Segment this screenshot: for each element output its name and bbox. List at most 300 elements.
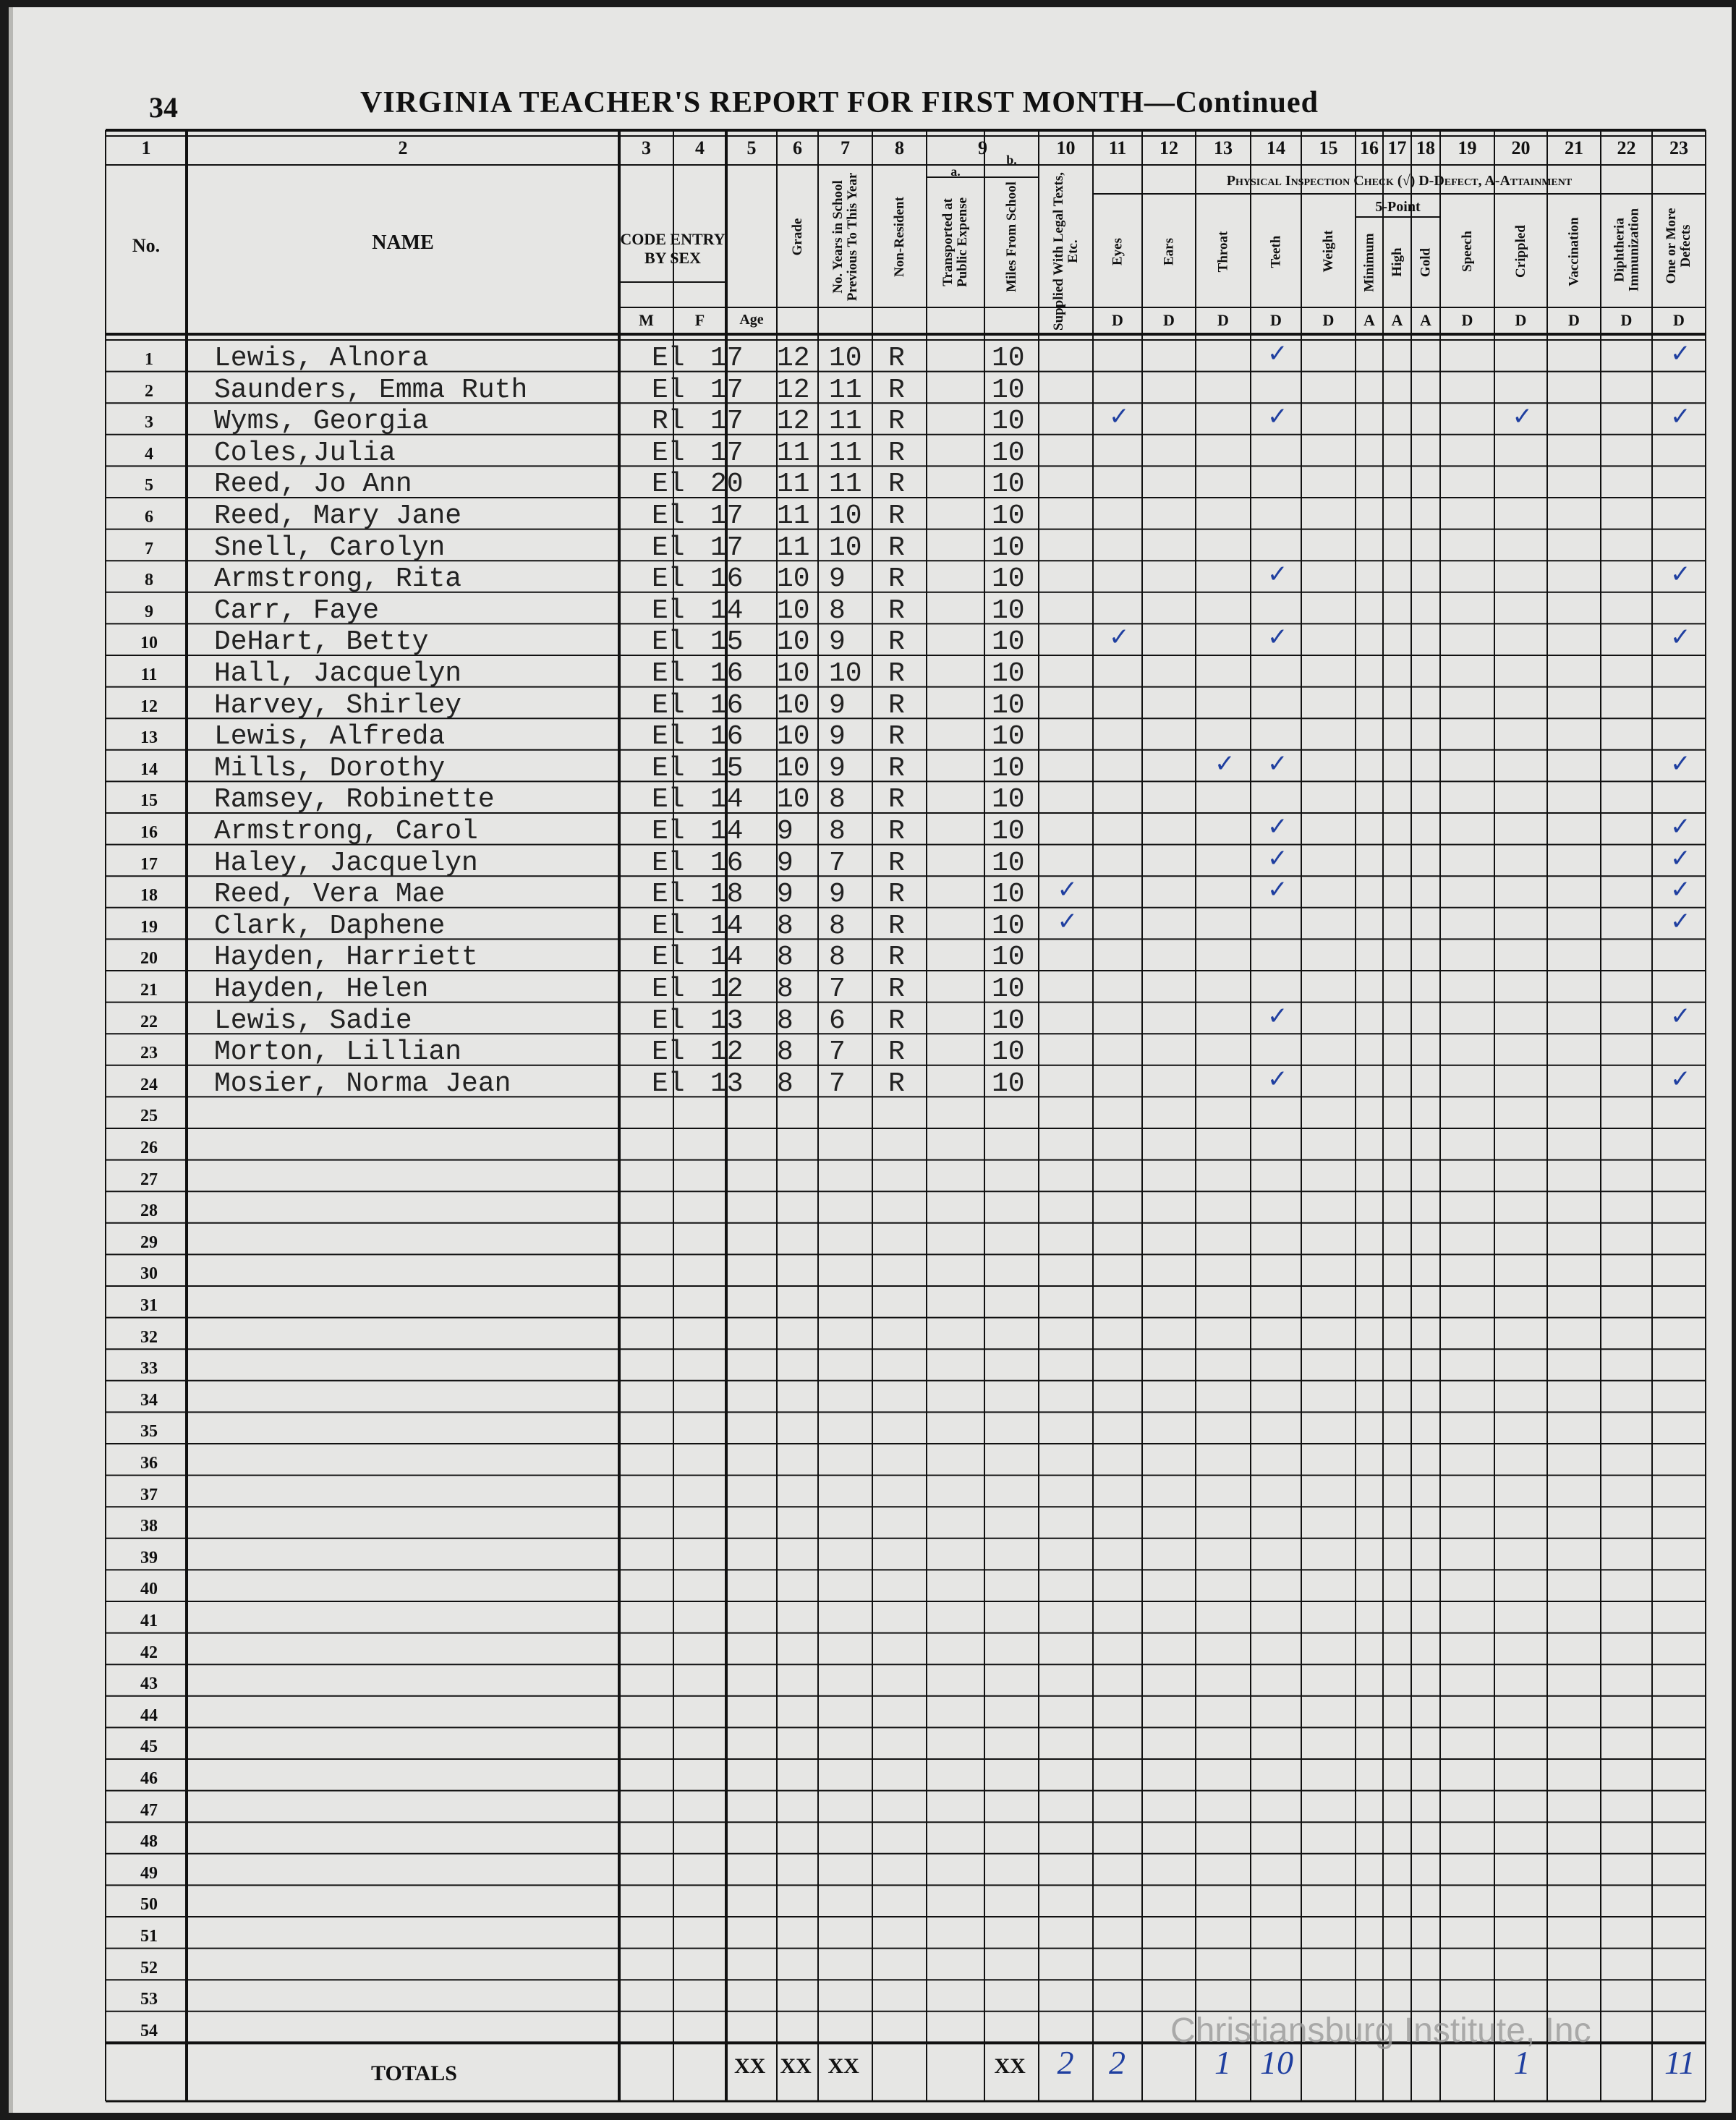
check-mark: ✓ xyxy=(1267,843,1288,873)
code-entry: El xyxy=(652,974,685,1005)
years-value: 8 xyxy=(829,816,846,847)
code-letter: D xyxy=(1515,311,1527,329)
miles-value: 10 xyxy=(992,532,1025,563)
row-number: 32 xyxy=(140,1327,158,1347)
column-number: 11 xyxy=(1108,137,1127,158)
check-mark: ✓ xyxy=(1670,812,1691,841)
age-value: 15 xyxy=(710,752,744,784)
age-value: 14 xyxy=(710,595,744,626)
row-number: 37 xyxy=(140,1485,158,1504)
grade-value: 11 xyxy=(777,532,810,563)
non-resident-value: R xyxy=(888,721,905,753)
row-number: 4 xyxy=(145,444,153,464)
total-age: XX xyxy=(734,2054,766,2078)
non-resident-value: R xyxy=(888,406,905,438)
check-mark: ✓ xyxy=(1057,875,1078,905)
student-name: Mosier, Norma Jean xyxy=(214,1068,511,1099)
years-value: 7 xyxy=(829,974,846,1005)
check-mark: ✓ xyxy=(1109,402,1130,432)
non-resident-value: R xyxy=(888,1036,905,1068)
column-number: 22 xyxy=(1617,137,1636,158)
years-value: 10 xyxy=(829,532,862,563)
years-value: 11 xyxy=(829,406,862,438)
code-entry: El xyxy=(652,752,685,784)
code-letter: D xyxy=(1461,311,1473,329)
grade-value: 10 xyxy=(777,752,810,784)
age-value: 12 xyxy=(710,1036,744,1068)
student-name: Harvey, Shirley xyxy=(214,689,462,721)
non-resident-value: R xyxy=(888,563,905,595)
column-number: 8 xyxy=(895,137,904,158)
student-name: Saunders, Emma Ruth xyxy=(214,374,528,406)
row-number: 35 xyxy=(140,1422,158,1442)
column-number: 13 xyxy=(1214,137,1233,158)
check-mark: ✓ xyxy=(1670,906,1691,936)
column-number: 20 xyxy=(1511,137,1531,158)
sub-a-header: a. xyxy=(950,164,961,179)
row-number: 49 xyxy=(140,1863,158,1883)
minimum-header: Minimum xyxy=(1361,232,1377,292)
transported-header: Transported at Public Expense xyxy=(940,197,970,288)
miles-value: 10 xyxy=(992,374,1025,406)
row-number: 40 xyxy=(140,1580,158,1599)
code-entry: El xyxy=(652,689,685,721)
non-resident-value: R xyxy=(888,595,905,626)
age-value: 20 xyxy=(710,469,744,501)
row-number: 31 xyxy=(140,1296,158,1315)
miles-value: 10 xyxy=(992,563,1025,595)
row-number: 45 xyxy=(140,1737,158,1757)
column-number: 2 xyxy=(398,137,408,158)
row-number: 29 xyxy=(140,1233,158,1252)
grade-value: 10 xyxy=(777,689,810,721)
code-letter: A xyxy=(1420,311,1431,329)
non-resident-value: R xyxy=(888,501,905,532)
age-value: 14 xyxy=(710,784,744,816)
page-title: VIRGINIA TEACHER'S REPORT FOR FIRST MONTH—Continued xyxy=(360,86,1319,119)
years-value: 8 xyxy=(829,942,846,974)
years-value: 8 xyxy=(829,595,846,626)
row-number: 16 xyxy=(140,823,158,842)
age-value: 17 xyxy=(710,532,744,563)
ears-header: Ears xyxy=(1161,237,1176,265)
years-value: 10 xyxy=(829,658,862,689)
check-mark: ✓ xyxy=(1267,812,1288,841)
total-throat: 1 xyxy=(1214,2044,1231,2081)
grade-value: 10 xyxy=(777,563,810,595)
non-resident-value: R xyxy=(888,343,905,374)
grade-value: 9 xyxy=(777,879,793,911)
years-value: 8 xyxy=(829,910,846,942)
years-value: 11 xyxy=(829,374,862,406)
check-mark: ✓ xyxy=(1109,623,1130,652)
years-value: 7 xyxy=(829,847,846,879)
age-value: 14 xyxy=(710,910,744,942)
student-name: Reed, Mary Jane xyxy=(214,501,462,532)
miles-value: 10 xyxy=(992,595,1025,626)
physical-inspection-header: Physical Inspection Check (√) D-Defect, A-Attainment xyxy=(1226,173,1573,189)
row-number: 8 xyxy=(145,571,153,590)
miles-value: 10 xyxy=(992,942,1025,974)
grade-value: 12 xyxy=(777,406,810,438)
student-name: Wyms, Georgia xyxy=(214,406,429,438)
row-number: 34 xyxy=(140,1390,158,1410)
vaccination-header: Vaccination xyxy=(1566,216,1581,286)
years-value: 9 xyxy=(829,721,846,753)
student-name: Armstrong, Carol xyxy=(214,816,478,847)
student-name: Hayden, Helen xyxy=(214,974,429,1005)
check-mark: ✓ xyxy=(1267,1001,1288,1031)
code-letter: A xyxy=(1391,311,1403,329)
code-entry: El xyxy=(652,879,685,911)
age-value: 17 xyxy=(710,501,744,532)
check-mark: ✓ xyxy=(1670,339,1691,368)
code-letter: D xyxy=(1112,311,1123,329)
column-number: 3 xyxy=(642,137,651,158)
check-mark: ✓ xyxy=(1267,623,1288,652)
grade-value: 8 xyxy=(777,1036,793,1068)
non-resident-value: R xyxy=(888,626,905,658)
check-mark: ✓ xyxy=(1670,402,1691,432)
code-entry: El xyxy=(652,532,685,563)
non-resident-value: R xyxy=(888,784,905,816)
student-name: Coles,Julia xyxy=(214,437,396,469)
code-entry: El xyxy=(652,1005,685,1036)
row-number: 12 xyxy=(140,697,158,716)
non-resident-value: R xyxy=(888,689,905,721)
student-name: Mills, Dorothy xyxy=(214,752,446,784)
miles-value: 10 xyxy=(992,784,1025,816)
total-eyes: 2 xyxy=(1109,2044,1126,2081)
code-entry: El xyxy=(652,1068,685,1099)
column-number: 19 xyxy=(1458,137,1477,158)
row-number: 50 xyxy=(140,1895,158,1915)
student-name: Hall, Jacquelyn xyxy=(214,658,462,689)
row-number: 3 xyxy=(145,413,153,433)
code-letter: D xyxy=(1217,311,1229,329)
code-entry: El xyxy=(652,721,685,753)
age-value: 12 xyxy=(710,974,744,1005)
report-page xyxy=(9,7,1732,2113)
check-mark: ✓ xyxy=(1670,1064,1691,1094)
student-name: DeHart, Betty xyxy=(214,626,429,658)
row-number: 21 xyxy=(140,981,158,1000)
miles-value: 10 xyxy=(992,974,1025,1005)
non-resident-value: R xyxy=(888,816,905,847)
non-resident-value: R xyxy=(888,1068,905,1099)
column-number: 6 xyxy=(793,137,802,158)
student-name: Ramsey, Robinette xyxy=(214,784,495,816)
row-number: 9 xyxy=(145,602,153,621)
age-value: 18 xyxy=(710,879,744,911)
check-mark: ✓ xyxy=(1670,875,1691,905)
row-number: 20 xyxy=(140,949,158,969)
row-number: 42 xyxy=(140,1643,158,1662)
years-value: 9 xyxy=(829,879,846,911)
check-mark: ✓ xyxy=(1670,623,1691,652)
check-mark: ✓ xyxy=(1214,749,1235,778)
f-header: F xyxy=(694,311,705,329)
years-value: 11 xyxy=(829,469,862,501)
row-number: 15 xyxy=(140,791,158,811)
years-value: 9 xyxy=(829,752,846,784)
student-name: Reed, Vera Mae xyxy=(214,879,446,911)
row-number: 6 xyxy=(145,508,153,527)
column-number: 9 xyxy=(978,137,987,158)
row-number: 52 xyxy=(140,1958,158,1978)
check-mark: ✓ xyxy=(1670,1001,1691,1031)
row-number: 41 xyxy=(140,1612,158,1630)
age-value: 16 xyxy=(710,658,744,689)
grade-value: 10 xyxy=(777,626,810,658)
years-value: 10 xyxy=(829,501,862,532)
years-value: 11 xyxy=(829,437,862,469)
code-entry: El xyxy=(652,563,685,595)
age-value: 16 xyxy=(710,721,744,753)
age-value: 15 xyxy=(710,626,744,658)
check-mark: ✓ xyxy=(1267,1064,1288,1094)
non-resident-value: R xyxy=(888,437,905,469)
crippled-header: Crippled xyxy=(1512,225,1528,278)
student-name: Lewis, Alnora xyxy=(214,343,429,374)
grade-value: 10 xyxy=(777,595,810,626)
miles-value: 10 xyxy=(992,689,1025,721)
check-mark: ✓ xyxy=(1670,749,1691,778)
code-entry: El xyxy=(652,437,685,469)
check-mark: ✓ xyxy=(1267,339,1288,368)
grade-value: 8 xyxy=(777,974,793,1005)
grade-value: 9 xyxy=(777,847,793,879)
column-number: 21 xyxy=(1565,137,1583,158)
row-number: 1 xyxy=(145,350,153,369)
age-value: 13 xyxy=(710,1068,744,1099)
totals-label: TOTALS xyxy=(371,2061,457,2085)
supplied-header: Supplied With Legal Texts, Etc. xyxy=(1050,172,1081,331)
grade-value: 8 xyxy=(777,1068,793,1099)
non-resident-value: R xyxy=(888,879,905,911)
column-number: 14 xyxy=(1267,137,1285,158)
code-entry: El xyxy=(652,469,685,501)
gold-header: Gold xyxy=(1418,247,1433,277)
column-number: 4 xyxy=(695,137,705,158)
row-number: 13 xyxy=(140,728,158,748)
years-in-school-header: No. Years in School Previous To This Year xyxy=(830,172,860,302)
years-value: 7 xyxy=(829,1036,846,1068)
miles-value: 10 xyxy=(992,469,1025,501)
watermark: Christiansburg Institute, Inc xyxy=(1170,2012,1591,2050)
non-resident-value: R xyxy=(888,374,905,406)
age-value: 13 xyxy=(710,1005,744,1036)
column-number: 17 xyxy=(1387,137,1407,158)
check-mark: ✓ xyxy=(1267,560,1288,589)
sub-b-header: b. xyxy=(1006,153,1017,167)
grade-value: 11 xyxy=(777,501,810,532)
grade-value: 12 xyxy=(777,343,810,374)
row-number: 46 xyxy=(140,1769,158,1788)
page-number: 34 xyxy=(149,91,178,124)
miles-value: 10 xyxy=(992,658,1025,689)
row-number: 10 xyxy=(140,634,158,653)
check-mark: ✓ xyxy=(1670,560,1691,589)
code-entry-header: CODE ENTRY BY SEX xyxy=(620,230,726,267)
years-value: 7 xyxy=(829,1068,846,1099)
non-resident-value: R xyxy=(888,469,905,501)
total-supplied: 2 xyxy=(1057,2044,1074,2081)
check-mark: ✓ xyxy=(1057,906,1078,936)
column-number: 18 xyxy=(1416,137,1435,158)
row-number: 53 xyxy=(140,1990,158,2009)
column-number: 23 xyxy=(1669,137,1688,158)
row-number: 11 xyxy=(140,665,158,684)
row-number: 30 xyxy=(140,1264,158,1284)
code-entry: El xyxy=(652,501,685,532)
row-number: 24 xyxy=(140,1075,158,1094)
grade-value: 9 xyxy=(777,816,793,847)
row-number: 19 xyxy=(140,917,158,937)
row-number: 5 xyxy=(145,476,153,495)
code-letter: D xyxy=(1163,311,1175,329)
diphtheria-header: Diphtheria Immunization xyxy=(1611,208,1641,291)
code-letter: D xyxy=(1568,311,1580,329)
row-number: 7 xyxy=(145,539,153,558)
age-value: 16 xyxy=(710,847,744,879)
grade-value: 11 xyxy=(777,437,810,469)
age-value: 17 xyxy=(710,437,744,469)
row-number: 33 xyxy=(140,1359,158,1379)
column-number: 15 xyxy=(1319,137,1338,158)
code-letter: D xyxy=(1620,311,1633,329)
miles-value: 10 xyxy=(992,1068,1025,1099)
miles-value: 10 xyxy=(992,626,1025,658)
row-number: 2 xyxy=(145,381,153,401)
row-number: 48 xyxy=(140,1832,158,1852)
row-number: 18 xyxy=(140,886,158,906)
miles-value: 10 xyxy=(992,1005,1025,1036)
row-number: 36 xyxy=(140,1454,158,1473)
column-number: 7 xyxy=(841,137,850,158)
total-crippled: 1 xyxy=(1513,2044,1531,2081)
code-entry: El xyxy=(652,658,685,689)
student-name: Lewis, Alfreda xyxy=(214,721,446,753)
non-resident-value: R xyxy=(888,910,905,942)
miles-value: 10 xyxy=(992,1036,1025,1068)
row-number: 27 xyxy=(140,1170,158,1189)
row-number: 23 xyxy=(140,1044,158,1063)
total-miles: XX xyxy=(994,2054,1026,2078)
student-name: Clark, Daphene xyxy=(214,910,446,942)
row-number: 43 xyxy=(140,1674,158,1694)
miles-value: 10 xyxy=(992,343,1025,374)
miles-value: 10 xyxy=(992,437,1025,469)
total-one-or-more: 11 xyxy=(1664,2044,1695,2081)
years-value: 10 xyxy=(829,343,862,374)
non-resident-value: R xyxy=(888,752,905,784)
non-resident-header: Non-Resident xyxy=(891,197,907,277)
row-number: 22 xyxy=(140,1012,158,1031)
student-name: Lewis, Sadie xyxy=(214,1005,412,1036)
code-entry: El xyxy=(652,816,685,847)
code-entry: El xyxy=(652,626,685,658)
code-letter: D xyxy=(1270,311,1282,329)
row-number: 14 xyxy=(140,759,158,779)
total-years: XX xyxy=(827,2054,859,2078)
code-entry: Rl xyxy=(652,406,685,438)
age-value: 17 xyxy=(710,343,744,374)
row-number: 44 xyxy=(140,1706,158,1725)
student-name: Haley, Jacquelyn xyxy=(214,847,478,879)
code-letter: A xyxy=(1363,311,1375,329)
miles-header: Miles From School xyxy=(1003,182,1019,292)
check-mark: ✓ xyxy=(1267,749,1288,778)
grade-value: 8 xyxy=(777,910,793,942)
one-or-more-header: One or More Defects xyxy=(1664,208,1693,284)
code-letter: D xyxy=(1673,311,1685,329)
grade-header: Grade xyxy=(789,218,805,256)
years-value: 9 xyxy=(829,563,846,595)
check-mark: ✓ xyxy=(1267,875,1288,905)
eyes-header: Eyes xyxy=(1110,237,1125,265)
row-number: 51 xyxy=(140,1927,158,1946)
non-resident-value: R xyxy=(888,658,905,689)
grade-value: 8 xyxy=(777,1005,793,1036)
student-name: Reed, Jo Ann xyxy=(214,469,412,501)
check-mark: ✓ xyxy=(1512,402,1533,432)
grade-value: 11 xyxy=(777,469,810,501)
non-resident-value: R xyxy=(888,532,905,563)
total-teeth: 10 xyxy=(1260,2044,1293,2081)
check-mark: ✓ xyxy=(1267,402,1288,432)
miles-value: 10 xyxy=(992,406,1025,438)
column-number: 10 xyxy=(1056,137,1076,158)
m-header: M xyxy=(639,311,654,329)
column-number: 1 xyxy=(141,137,151,158)
grade-value: 12 xyxy=(777,374,810,406)
student-name: Snell, Carolyn xyxy=(214,532,446,563)
row-number: 17 xyxy=(140,854,158,874)
name-header: NAME xyxy=(372,231,434,254)
code-entry: El xyxy=(652,595,685,626)
row-number: 47 xyxy=(140,1800,158,1820)
row-number: 38 xyxy=(140,1517,158,1536)
total-grade: XX xyxy=(780,2054,812,2078)
age-value: 17 xyxy=(710,374,744,406)
row-number: 39 xyxy=(140,1548,158,1567)
miles-value: 10 xyxy=(992,847,1025,879)
age-value: 14 xyxy=(710,942,744,974)
code-entry: El xyxy=(652,1036,685,1068)
years-value: 9 xyxy=(829,626,846,658)
five-point-header: 5-Point xyxy=(1375,199,1421,215)
student-name: Hayden, Harriett xyxy=(214,942,478,974)
age-value: 14 xyxy=(710,816,744,847)
row-number: 28 xyxy=(140,1201,158,1221)
column-number: 12 xyxy=(1160,137,1178,158)
speech-header: Speech xyxy=(1459,231,1475,272)
student-name: Carr, Faye xyxy=(214,595,380,626)
non-resident-value: R xyxy=(888,942,905,974)
miles-value: 10 xyxy=(992,816,1025,847)
miles-value: 10 xyxy=(992,910,1025,942)
years-value: 8 xyxy=(829,784,846,816)
age-header: Age xyxy=(739,312,764,328)
grade-value: 10 xyxy=(777,784,810,816)
weight-header: Weight xyxy=(1320,230,1336,273)
miles-value: 10 xyxy=(992,879,1025,911)
code-entry: El xyxy=(652,847,685,879)
row-number: 54 xyxy=(140,2021,158,2040)
column-number: 5 xyxy=(746,137,757,158)
row-number: 26 xyxy=(140,1138,158,1157)
